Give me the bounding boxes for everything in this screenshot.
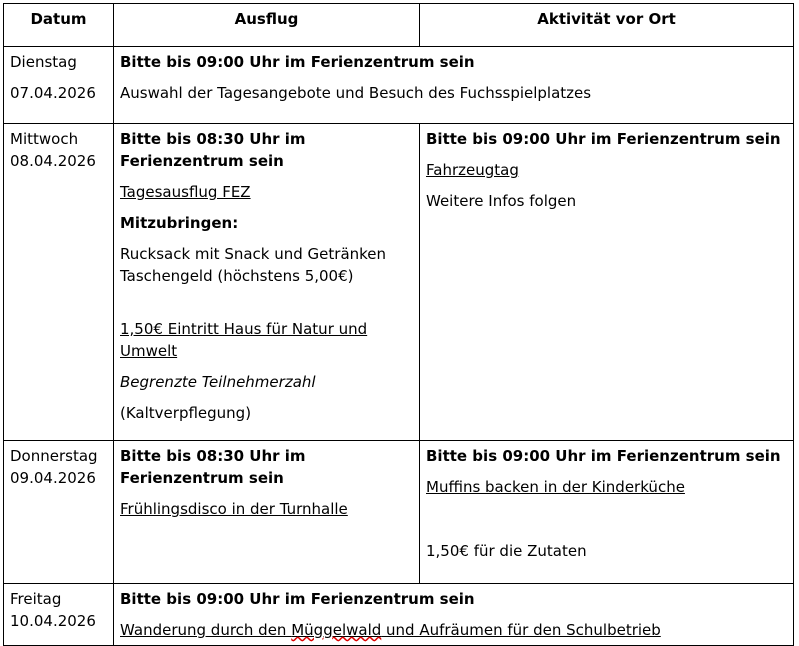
- spellcheck-flagged-word: Müggelwald: [291, 621, 382, 639]
- day-label: Donnerstag: [10, 447, 98, 465]
- entry-fee: 1,50€ Eintritt Haus für Natur und Umwelt: [120, 320, 368, 360]
- header-row: [4, 4, 794, 47]
- day-label: Freitag: [10, 590, 62, 608]
- date-label: 10.04.2026: [10, 612, 96, 630]
- program-text-part: Wanderung durch den: [120, 621, 292, 639]
- activity-title: Muffins backen in der Kinderküche: [426, 478, 685, 496]
- program-text: Auswahl der Tagesangebote und Besuch des Fuchsspielplatzes: [120, 84, 592, 102]
- arrival-note: Bitte bis 09:00 Uhr im Ferienzentrum sein: [426, 130, 781, 148]
- date-label: 07.04.2026: [10, 84, 96, 102]
- combined-cell: [114, 584, 794, 646]
- row-friday: [4, 584, 794, 646]
- row-tuesday: [4, 47, 794, 124]
- combined-cell: [114, 47, 794, 124]
- header-trip: Ausflug: [114, 4, 420, 47]
- arrival-note: Bitte bis 08:30 Uhr im Ferienzentrum sein: [120, 130, 306, 170]
- arrival-note: Bitte bis 08:30 Uhr im Ferienzentrum sein: [120, 447, 306, 487]
- program-text: [120, 619, 793, 641]
- arrival-note: Bitte bis 09:00 Uhr im Ferienzentrum sein: [120, 53, 475, 71]
- activity-cell: [420, 441, 794, 584]
- date-label: 08.04.2026: [10, 152, 96, 170]
- day-label: Dienstag: [10, 53, 77, 71]
- date-cell: [4, 584, 114, 646]
- program-text-part: und Aufräumen für den Schulbetrieb: [381, 621, 661, 639]
- arrival-note: Bitte bis 09:00 Uhr im Ferienzentrum sein: [120, 590, 475, 608]
- date-cell: [4, 47, 114, 124]
- row-thursday: [4, 441, 794, 584]
- activity-cost: 1,50€ für die Zutaten: [426, 542, 587, 560]
- date-cell: [4, 124, 114, 441]
- header-date: Datum: [4, 4, 114, 47]
- trip-title: Frühlingsdisco in der Turnhalle: [120, 500, 348, 518]
- limited-note: Begrenzte Teilnehmerzahl: [120, 373, 316, 391]
- trip-cell: [114, 441, 420, 584]
- bring-label: Mitzubringen:: [120, 214, 239, 232]
- activity-cell: [420, 124, 794, 441]
- schedule-table: [3, 3, 794, 646]
- date-label: 09.04.2026: [10, 469, 96, 487]
- bring-item: Taschengeld (höchstens 5,00€): [120, 267, 354, 285]
- trip-cell: [114, 124, 420, 441]
- row-wednesday: [4, 124, 794, 441]
- arrival-note: Bitte bis 09:00 Uhr im Ferienzentrum sein: [426, 447, 781, 465]
- trip-title: Tagesausflug FEZ: [120, 183, 251, 201]
- bring-item: Rucksack mit Snack und Getränken: [120, 245, 387, 263]
- activity-title: Fahrzeugtag: [426, 161, 519, 179]
- activity-info: Weitere Infos folgen: [426, 192, 577, 210]
- header-activity: Aktivität vor Ort: [420, 4, 794, 47]
- day-label: Mittwoch: [10, 130, 79, 148]
- food-note: (Kaltverpflegung): [120, 404, 252, 422]
- date-cell: [4, 441, 114, 584]
